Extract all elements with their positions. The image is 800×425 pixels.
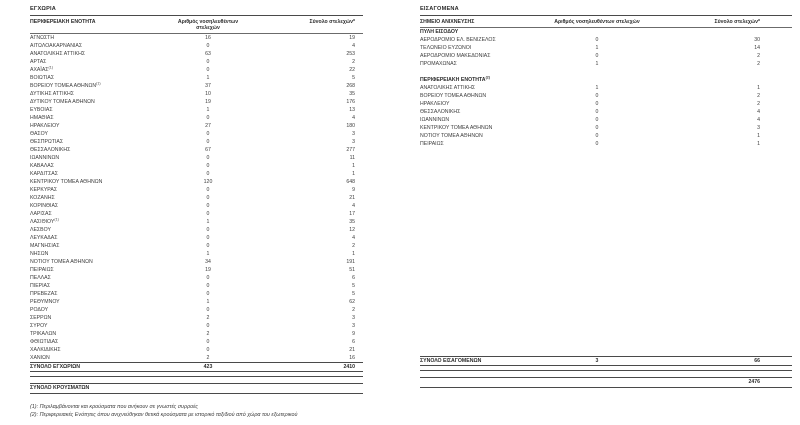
table-row <box>420 36 792 44</box>
table-row <box>30 274 363 282</box>
table-row <box>30 306 363 314</box>
region-label: ΗΜΑΘΙΑΣ <box>30 114 54 121</box>
table-row <box>30 314 363 322</box>
imported-col-total-header: Σύνολο στελεχών* <box>714 18 760 25</box>
hospitalized-count: 63 <box>205 50 211 57</box>
imported-col-hospitalized-header: Αριθμός νοσηλευθέντων στελεχών <box>554 18 640 25</box>
region-label: ΙΩΑΝΝΙΝΩΝ <box>420 116 450 123</box>
region-label: ΚΑΡΔΙΤΣΑΣ <box>30 170 58 177</box>
region-label: ΑΙΤΩΛΟΑΚΑΡΝΑΝΙΑΣ <box>30 42 83 49</box>
table-row <box>30 114 363 122</box>
region-label: ΛΑΡΙΣΑΣ <box>30 210 52 217</box>
regional-unit-subheader: ΠΕΡΙΦΕΡΕΙΑΚΗ ΕΝΟΤΗΤΑ$^{(2)}$ <box>420 75 490 83</box>
strain-total: 1 <box>352 170 355 177</box>
hospitalized-count: 19 <box>205 266 211 273</box>
table-row <box>30 34 363 42</box>
footnote-marker: (1) <box>48 65 53 69</box>
table-row <box>420 84 792 92</box>
strain-total: 35 <box>349 218 355 225</box>
strain-total: 268 <box>346 82 355 89</box>
strain-total: 9 <box>352 186 355 193</box>
strain-total: 4 <box>352 234 355 241</box>
strain-total: 13 <box>349 106 355 113</box>
strain-total: 16 <box>349 354 355 361</box>
imported-section-title: ΕΙΣΑΓΟΜΕΝΑ <box>420 6 792 16</box>
table-row <box>30 138 363 146</box>
table-row <box>420 92 792 100</box>
region-label: ΒΟΙΩΤΙΑΣ <box>30 74 55 81</box>
strain-total: 2 <box>757 92 760 99</box>
region-label: ΑΝΑΤΟΛΙΚΗΣ ΑΤΤΙΚΗΣ <box>30 50 86 57</box>
table-row <box>30 122 363 130</box>
empty-space <box>420 148 792 356</box>
table-row <box>420 44 792 52</box>
table-row <box>30 346 363 354</box>
hospitalized-count: 0 <box>206 282 210 289</box>
table-row <box>30 82 363 90</box>
table-row <box>30 130 363 138</box>
hospitalized-count: 0 <box>206 274 210 281</box>
table-row <box>30 338 363 346</box>
grand-total-label: ΣΥΝΟΛΟ ΚΡΟΥΣΜΑΤΩΝ <box>30 385 90 391</box>
region-label: ΑΓΝΩΣΤΗ <box>30 34 55 41</box>
table-row <box>30 226 363 234</box>
region-label: ΚΑΒΑΛΑΣ <box>30 162 54 169</box>
divider-line <box>30 376 363 377</box>
table-row <box>30 202 363 210</box>
hospitalized-count: 0 <box>595 52 599 59</box>
table-row <box>30 210 363 218</box>
footnote-marker: (2) <box>485 75 490 79</box>
region-label: ΛΑΣΙΘΙΟΥ$^{(1)}$ <box>30 217 59 225</box>
table-row <box>30 282 363 290</box>
table-row <box>30 218 363 226</box>
region-label: ΠΕΙΡΑΙΩΣ <box>420 140 444 147</box>
strain-total: 11 <box>349 154 355 161</box>
imported-total-strains: 66 <box>754 358 760 364</box>
table-row <box>30 234 363 242</box>
domestic-total-hospitalized: 423 <box>203 364 213 370</box>
table-row <box>30 106 363 114</box>
strain-total: 21 <box>349 346 355 353</box>
region-label: ΘΕΣΣΑΛΟΝΙΚΗΣ <box>420 108 461 115</box>
grand-total-row-label-side <box>30 383 363 394</box>
region-label: ΧΑΛΚΙΔΙΚΗΣ <box>30 346 61 353</box>
region-label: ΜΑΓΝΗΣΙΑΣ <box>30 242 60 249</box>
blank-row <box>420 68 792 76</box>
hospitalized-count: 0 <box>206 130 210 137</box>
strain-total: 2 <box>757 52 760 59</box>
strain-total: 22 <box>349 66 355 73</box>
footnote-2: (2): Περιφερειακές Ενότητες όπου ανιχνεύθηκαν θετικά κρούσματα με ιστορικό ταξιδιού από χώρα του εξωτερικού <box>30 411 298 418</box>
region-label: ΚΕΝΤΡΙΚΟΥ ΤΟΜΕΑ ΑΘΗΝΩΝ <box>30 178 103 185</box>
hospitalized-count: 0 <box>595 92 599 99</box>
imported-section <box>420 6 792 388</box>
domestic-total-strains: 2410 <box>343 364 355 370</box>
region-label: ΘΕΣΣΑΛΟΝΙΚΗΣ <box>30 146 71 153</box>
hospitalized-count: 1 <box>595 60 599 67</box>
table-row <box>30 154 363 162</box>
table-row <box>30 194 363 202</box>
strain-total: 277 <box>346 146 355 153</box>
strain-total: 3 <box>352 130 355 137</box>
hospitalized-count: 0 <box>595 124 599 131</box>
strain-total: 5 <box>352 290 355 297</box>
strain-total: 17 <box>349 210 355 217</box>
strain-total: 2 <box>757 100 760 107</box>
table-row <box>30 250 363 258</box>
region-label: ΑΡΤΑΣ <box>30 58 47 65</box>
hospitalized-count: 19 <box>205 98 211 105</box>
domestic-col-total-header: Σύνολο στελεχών* <box>309 18 355 25</box>
footnote-1: (1): Περιλαμβάνονται και κρούσματα που ανήκουν σε γνωστές συρροές <box>30 403 199 410</box>
hospitalized-count: 0 <box>206 42 210 49</box>
hospitalized-count: 1 <box>595 84 599 91</box>
region-label: ΡΕΘΥΜΝΟΥ <box>30 298 60 305</box>
region-label: ΒΟΡΕΙΟΥ ΤΟΜΕΑ ΑΘΗΝΩΝ$^{(1)}$ <box>30 81 101 89</box>
table-row <box>30 186 363 194</box>
table-row <box>30 170 363 178</box>
table-row <box>420 108 792 116</box>
hospitalized-count: 0 <box>595 108 599 115</box>
region-label: ΘΑΣΟΥ <box>30 130 48 137</box>
hospitalized-count: 0 <box>206 194 210 201</box>
table-row <box>30 66 363 74</box>
table-row <box>420 52 792 60</box>
hospitalized-count: 0 <box>206 114 210 121</box>
region-label: ΠΡΕΒΕΖΑΣ <box>30 290 58 297</box>
table-row <box>30 50 363 58</box>
domestic-table-header <box>30 16 363 34</box>
domestic-section <box>30 6 363 419</box>
strain-total: 1 <box>352 250 355 257</box>
hospitalized-count: 1 <box>206 250 210 257</box>
hospitalized-count: 1 <box>206 106 210 113</box>
table-row <box>420 116 792 124</box>
region-label: ΡΟΔΟΥ <box>30 306 49 313</box>
table-row <box>30 330 363 338</box>
region-label: ΑΝΑΤΟΛΙΚΗΣ ΑΤΤΙΚΗΣ <box>420 84 476 91</box>
hospitalized-count: 0 <box>206 154 210 161</box>
strain-total: 3 <box>757 124 760 131</box>
domestic-col-region-header: ΠΕΡΙΦΕΡΕΙΑΚΗ ΕΝΟΤΗΤΑ <box>30 18 96 25</box>
region-label: ΣΕΡΡΩΝ <box>30 314 52 321</box>
strain-total: 2 <box>352 58 355 65</box>
table-row <box>30 90 363 98</box>
strain-total: 4 <box>352 114 355 121</box>
entry-point-label: ΑΕΡΟΔΡΟΜΙΟ ΜΑΚΕΔΟΝΙΑΣ <box>420 52 491 59</box>
table-row <box>420 60 792 68</box>
region-label: ΕΥΒΟΙΑΣ <box>30 106 53 113</box>
table-row <box>420 100 792 108</box>
region-label: ΠΕΛΛΑΣ <box>30 274 51 281</box>
strain-total: 4 <box>757 108 760 115</box>
strain-total: 1 <box>757 132 760 139</box>
table-row <box>30 74 363 82</box>
hospitalized-count: 0 <box>206 234 210 241</box>
domestic-table-body <box>30 34 363 362</box>
domestic-total-row <box>30 362 363 372</box>
hospitalized-count: 0 <box>206 210 210 217</box>
table-row <box>30 242 363 250</box>
imported-region-table-body <box>420 84 792 148</box>
table-row <box>30 354 363 362</box>
strain-total: 191 <box>346 258 355 265</box>
hospitalized-count: 120 <box>203 178 213 185</box>
hospitalized-count: 0 <box>206 186 210 193</box>
hospitalized-count: 0 <box>206 290 210 297</box>
footnote-marker: (1) <box>96 81 101 85</box>
entry-point-label: ΑΕΡΟΔΡΟΜΙΟ ΕΛ. ΒΕΝΙΖΕΛΟΣ <box>420 36 496 43</box>
region-label: ΛΕΥΚΑΔΑΣ <box>30 234 58 241</box>
region-label: ΝΗΣΩΝ <box>30 250 49 257</box>
region-label: ΗΡΑΚΛΕΙΟΥ <box>420 100 450 107</box>
footnote-marker: (1) <box>54 217 59 221</box>
strain-total: 9 <box>352 330 355 337</box>
table-row <box>420 132 792 140</box>
hospitalized-count: 2 <box>206 354 210 361</box>
strain-total: 3 <box>352 314 355 321</box>
region-label: ΘΕΣΠΡΩΤΙΑΣ <box>30 138 64 145</box>
hospitalized-count: 2 <box>206 314 210 321</box>
strain-total: 35 <box>349 90 355 97</box>
hospitalized-count: 0 <box>206 66 210 73</box>
domestic-col-hospitalized-header: Αριθμός νοσηλευθέντων στελεχών <box>177 18 239 31</box>
strain-total: 1 <box>352 162 355 169</box>
hospitalized-count: 0 <box>206 306 210 313</box>
strain-total: 1 <box>757 140 760 147</box>
region-label: ΣΥΡΟΥ <box>30 322 48 329</box>
table-row <box>420 140 792 148</box>
hospitalized-count: 0 <box>206 170 210 177</box>
hospitalized-count: 0 <box>206 242 210 249</box>
strain-total: 62 <box>349 298 355 305</box>
table-row <box>30 42 363 50</box>
table-row <box>30 266 363 274</box>
hospitalized-count: 0 <box>595 140 599 147</box>
strain-total: 2 <box>757 60 760 67</box>
entry-gate-table-body <box>420 36 792 68</box>
strain-total: 6 <box>352 338 355 345</box>
region-label: ΑΧΑΪΑΣ$^{(1)}$ <box>30 65 53 73</box>
strain-total: 2 <box>352 306 355 313</box>
strain-total: 30 <box>754 36 760 43</box>
hospitalized-count: 0 <box>206 226 210 233</box>
grand-total-value: 2476 <box>748 379 760 385</box>
table-row <box>30 178 363 186</box>
hospitalized-count: 1 <box>206 298 210 305</box>
table-row <box>30 290 363 298</box>
strain-total: 3 <box>352 138 355 145</box>
region-label: ΒΟΡΕΙΟΥ ΤΟΜΕΑ ΑΘΗΝΩΝ <box>420 92 487 99</box>
table-row <box>30 162 363 170</box>
region-label: ΝΟΤΙΟΥ ΤΟΜΕΑ ΑΘΗΝΩΝ <box>420 132 483 139</box>
region-label: ΝΟΤΙΟΥ ΤΟΜΕΑ ΑΘΗΝΩΝ <box>30 258 93 265</box>
strain-total: 4 <box>352 202 355 209</box>
table-row <box>30 322 363 330</box>
region-label: ΙΩΑΝΝΙΝΩΝ <box>30 154 60 161</box>
grand-total-row-value-side <box>420 377 792 388</box>
domestic-total-label: ΣΥΝΟΛΟ ΕΓΧΩΡΙΩΝ <box>30 364 81 370</box>
table-row <box>30 58 363 66</box>
region-label: ΚΟΡΙΝΘΙΑΣ <box>30 202 59 209</box>
hospitalized-count: 34 <box>205 258 211 265</box>
strain-total: 648 <box>346 178 355 185</box>
strain-total: 180 <box>346 122 355 129</box>
region-label: ΛΕΣΒΟΥ <box>30 226 51 233</box>
strain-total: 3 <box>352 322 355 329</box>
hospitalized-count: 0 <box>206 162 210 169</box>
strain-total: 253 <box>346 50 355 57</box>
domestic-section-title: ΕΓΧΩΡΙΑ <box>30 6 363 16</box>
hospitalized-count: 0 <box>206 58 210 65</box>
strain-total: 4 <box>757 116 760 123</box>
imported-table-header <box>420 16 792 28</box>
hospitalized-count: 0 <box>595 132 599 139</box>
region-label: ΠΙΕΡΙΑΣ <box>30 282 51 289</box>
region-label: ΦΘΙΩΤΙΔΑΣ <box>30 338 59 345</box>
region-label: ΧΑΝΙΩΝ <box>30 354 50 361</box>
hospitalized-count: 0 <box>206 346 210 353</box>
hospitalized-count: 0 <box>595 36 599 43</box>
divider-line <box>420 370 792 371</box>
strain-total: 1 <box>757 84 760 91</box>
strain-total: 51 <box>349 266 355 273</box>
region-label: ΚΕΝΤΡΙΚΟΥ ΤΟΜΕΑ ΑΘΗΝΩΝ <box>420 124 493 131</box>
strain-total: 6 <box>352 274 355 281</box>
imported-total-label: ΣΥΝΟΛΟ ΕΙΣΑΓΟΜΕΝΩΝ <box>420 358 482 364</box>
hospitalized-count: 27 <box>205 122 211 129</box>
hospitalized-count: 16 <box>205 34 211 41</box>
table-row <box>30 146 363 154</box>
strain-total: 5 <box>352 282 355 289</box>
imported-col-point-header: ΣΗΜΕΙΟ ΑΝΙΧΝΕΥΣΗΣ <box>420 18 475 25</box>
region-label: ΚΕΡΚΥΡΑΣ <box>30 186 58 193</box>
strain-total: 14 <box>754 44 760 51</box>
hospitalized-count: 1 <box>206 74 210 81</box>
strain-total: 21 <box>349 194 355 201</box>
imported-total-row <box>420 356 792 366</box>
strain-total: 19 <box>349 34 355 41</box>
strain-total: 12 <box>349 226 355 233</box>
entry-point-label: ΤΕΛΩΝΕΙΟ ΕΥΖΩΝΟΙ <box>420 44 472 51</box>
region-label: ΚΟΖΑΝΗΣ <box>30 194 55 201</box>
hospitalized-count: 67 <box>205 146 211 153</box>
hospitalized-count: 0 <box>206 202 210 209</box>
hospitalized-count: 0 <box>206 322 210 329</box>
table-row <box>420 124 792 132</box>
entry-point-label: ΠΡΟΜΑΧΩΝΑΣ <box>420 60 457 67</box>
region-label: ΤΡΙΚΑΛΩΝ <box>30 330 57 337</box>
strain-total: 4 <box>352 42 355 49</box>
hospitalized-count: 0 <box>595 116 599 123</box>
hospitalized-count: 0 <box>595 100 599 107</box>
region-label: ΗΡΑΚΛΕΙΟΥ <box>30 122 60 129</box>
strain-total: 2 <box>352 242 355 249</box>
hospitalized-count: 2 <box>206 330 210 337</box>
table-row <box>30 298 363 306</box>
table-row <box>30 98 363 106</box>
table-row <box>30 258 363 266</box>
entry-gate-subheader: ΠΥΛΗ ΕΙΣΟΔΟΥ <box>420 28 459 35</box>
region-label: ΠΕΙΡΑΙΩΣ <box>30 266 54 273</box>
region-label: ΔΥΤΙΚΗΣ ΑΤΤΙΚΗΣ <box>30 90 74 97</box>
strain-total: 5 <box>352 74 355 81</box>
imported-total-hospitalized: 3 <box>595 358 599 364</box>
footnotes <box>30 403 363 419</box>
hospitalized-count: 10 <box>205 90 211 97</box>
strain-total: 176 <box>346 98 355 105</box>
hospitalized-count: 1 <box>595 44 599 51</box>
hospitalized-count: 0 <box>206 138 210 145</box>
hospitalized-count: 1 <box>206 218 210 225</box>
hospitalized-count: 0 <box>206 338 210 345</box>
region-label: ΔΥΤΙΚΟΥ ΤΟΜΕΑ ΑΘΗΝΩΝ <box>30 98 95 105</box>
hospitalized-count: 37 <box>205 82 211 89</box>
